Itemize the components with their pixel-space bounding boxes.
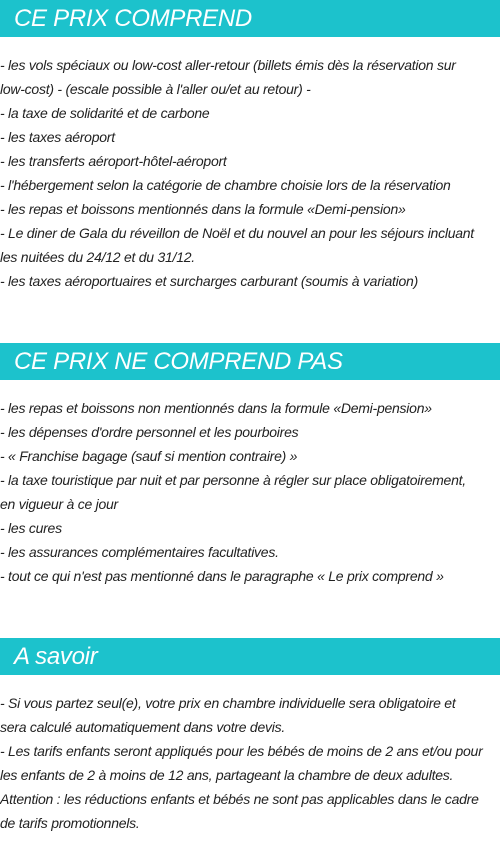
section-title: CE PRIX NE COMPREND PAS xyxy=(14,348,343,375)
list-line: Attention : les réductions enfants et bébés ne sont pas applicables dans le cadre xyxy=(0,791,479,807)
excludes-list xyxy=(0,396,500,588)
list-line: - la taxe de solidarité et de carbone xyxy=(0,105,210,121)
list-line: de tarifs promotionnels. xyxy=(0,815,140,831)
to-know-list xyxy=(0,691,500,835)
section-title: CE PRIX COMPREND xyxy=(14,5,252,32)
list-line: - Les tarifs enfants seront appliqués pour les bébés de moins de 2 ans et/ou pour xyxy=(0,743,483,759)
includes-list xyxy=(0,53,500,293)
list-line: - Si vous partez seul(e), votre prix en chambre individuelle sera obligatoire et xyxy=(0,695,456,711)
list-line: - les cures xyxy=(0,520,62,536)
list-line: - l'hébergement selon la catégorie de chambre choisie lors de la réservation xyxy=(0,177,451,193)
list-line: les enfants de 2 à moins de 12 ans, partageant la chambre de deux adultes. xyxy=(0,767,454,783)
section-title: A savoir xyxy=(14,643,98,670)
list-line: - les transferts aéroport-hôtel-aéroport xyxy=(0,153,227,169)
list-line: - les taxes aéroport xyxy=(0,129,115,145)
list-line: - les vols spéciaux ou low-cost aller-retour (billets émis dès la réservation sur xyxy=(0,57,456,73)
list-line: low-cost) - (escale possible à l'aller ou/et au retour) - xyxy=(0,81,311,97)
section-header-to-know xyxy=(0,638,500,675)
list-line: sera calculé automatiquement dans votre devis. xyxy=(0,719,285,735)
list-line: - Le diner de Gala du réveillon de Noël et du nouvel an pour les séjours incluant xyxy=(0,225,474,241)
list-line: - « Franchise bagage (sauf si mention contraire) » xyxy=(0,448,298,464)
list-line: en vigueur à ce jour xyxy=(0,496,118,512)
list-line: - les repas et boissons non mentionnés dans la formule «Demi-pension» xyxy=(0,400,432,416)
section-header-includes xyxy=(0,0,500,37)
list-line: - les dépenses d'ordre personnel et les pourboires xyxy=(0,424,299,440)
list-line: - les assurances complémentaires facultatives. xyxy=(0,544,279,560)
list-line: - tout ce qui n'est pas mentionné dans le paragraphe « Le prix comprend » xyxy=(0,568,444,584)
list-line: les nuitées du 24/12 et du 31/12. xyxy=(0,249,195,265)
list-line: - les taxes aéroportuaires et surcharges carburant (soumis à variation) xyxy=(0,273,418,289)
section-header-excludes xyxy=(0,343,500,380)
list-line: - la taxe touristique par nuit et par personne à régler sur place obligatoirement, xyxy=(0,472,466,488)
list-line: - les repas et boissons mentionnés dans la formule «Demi-pension» xyxy=(0,201,406,217)
